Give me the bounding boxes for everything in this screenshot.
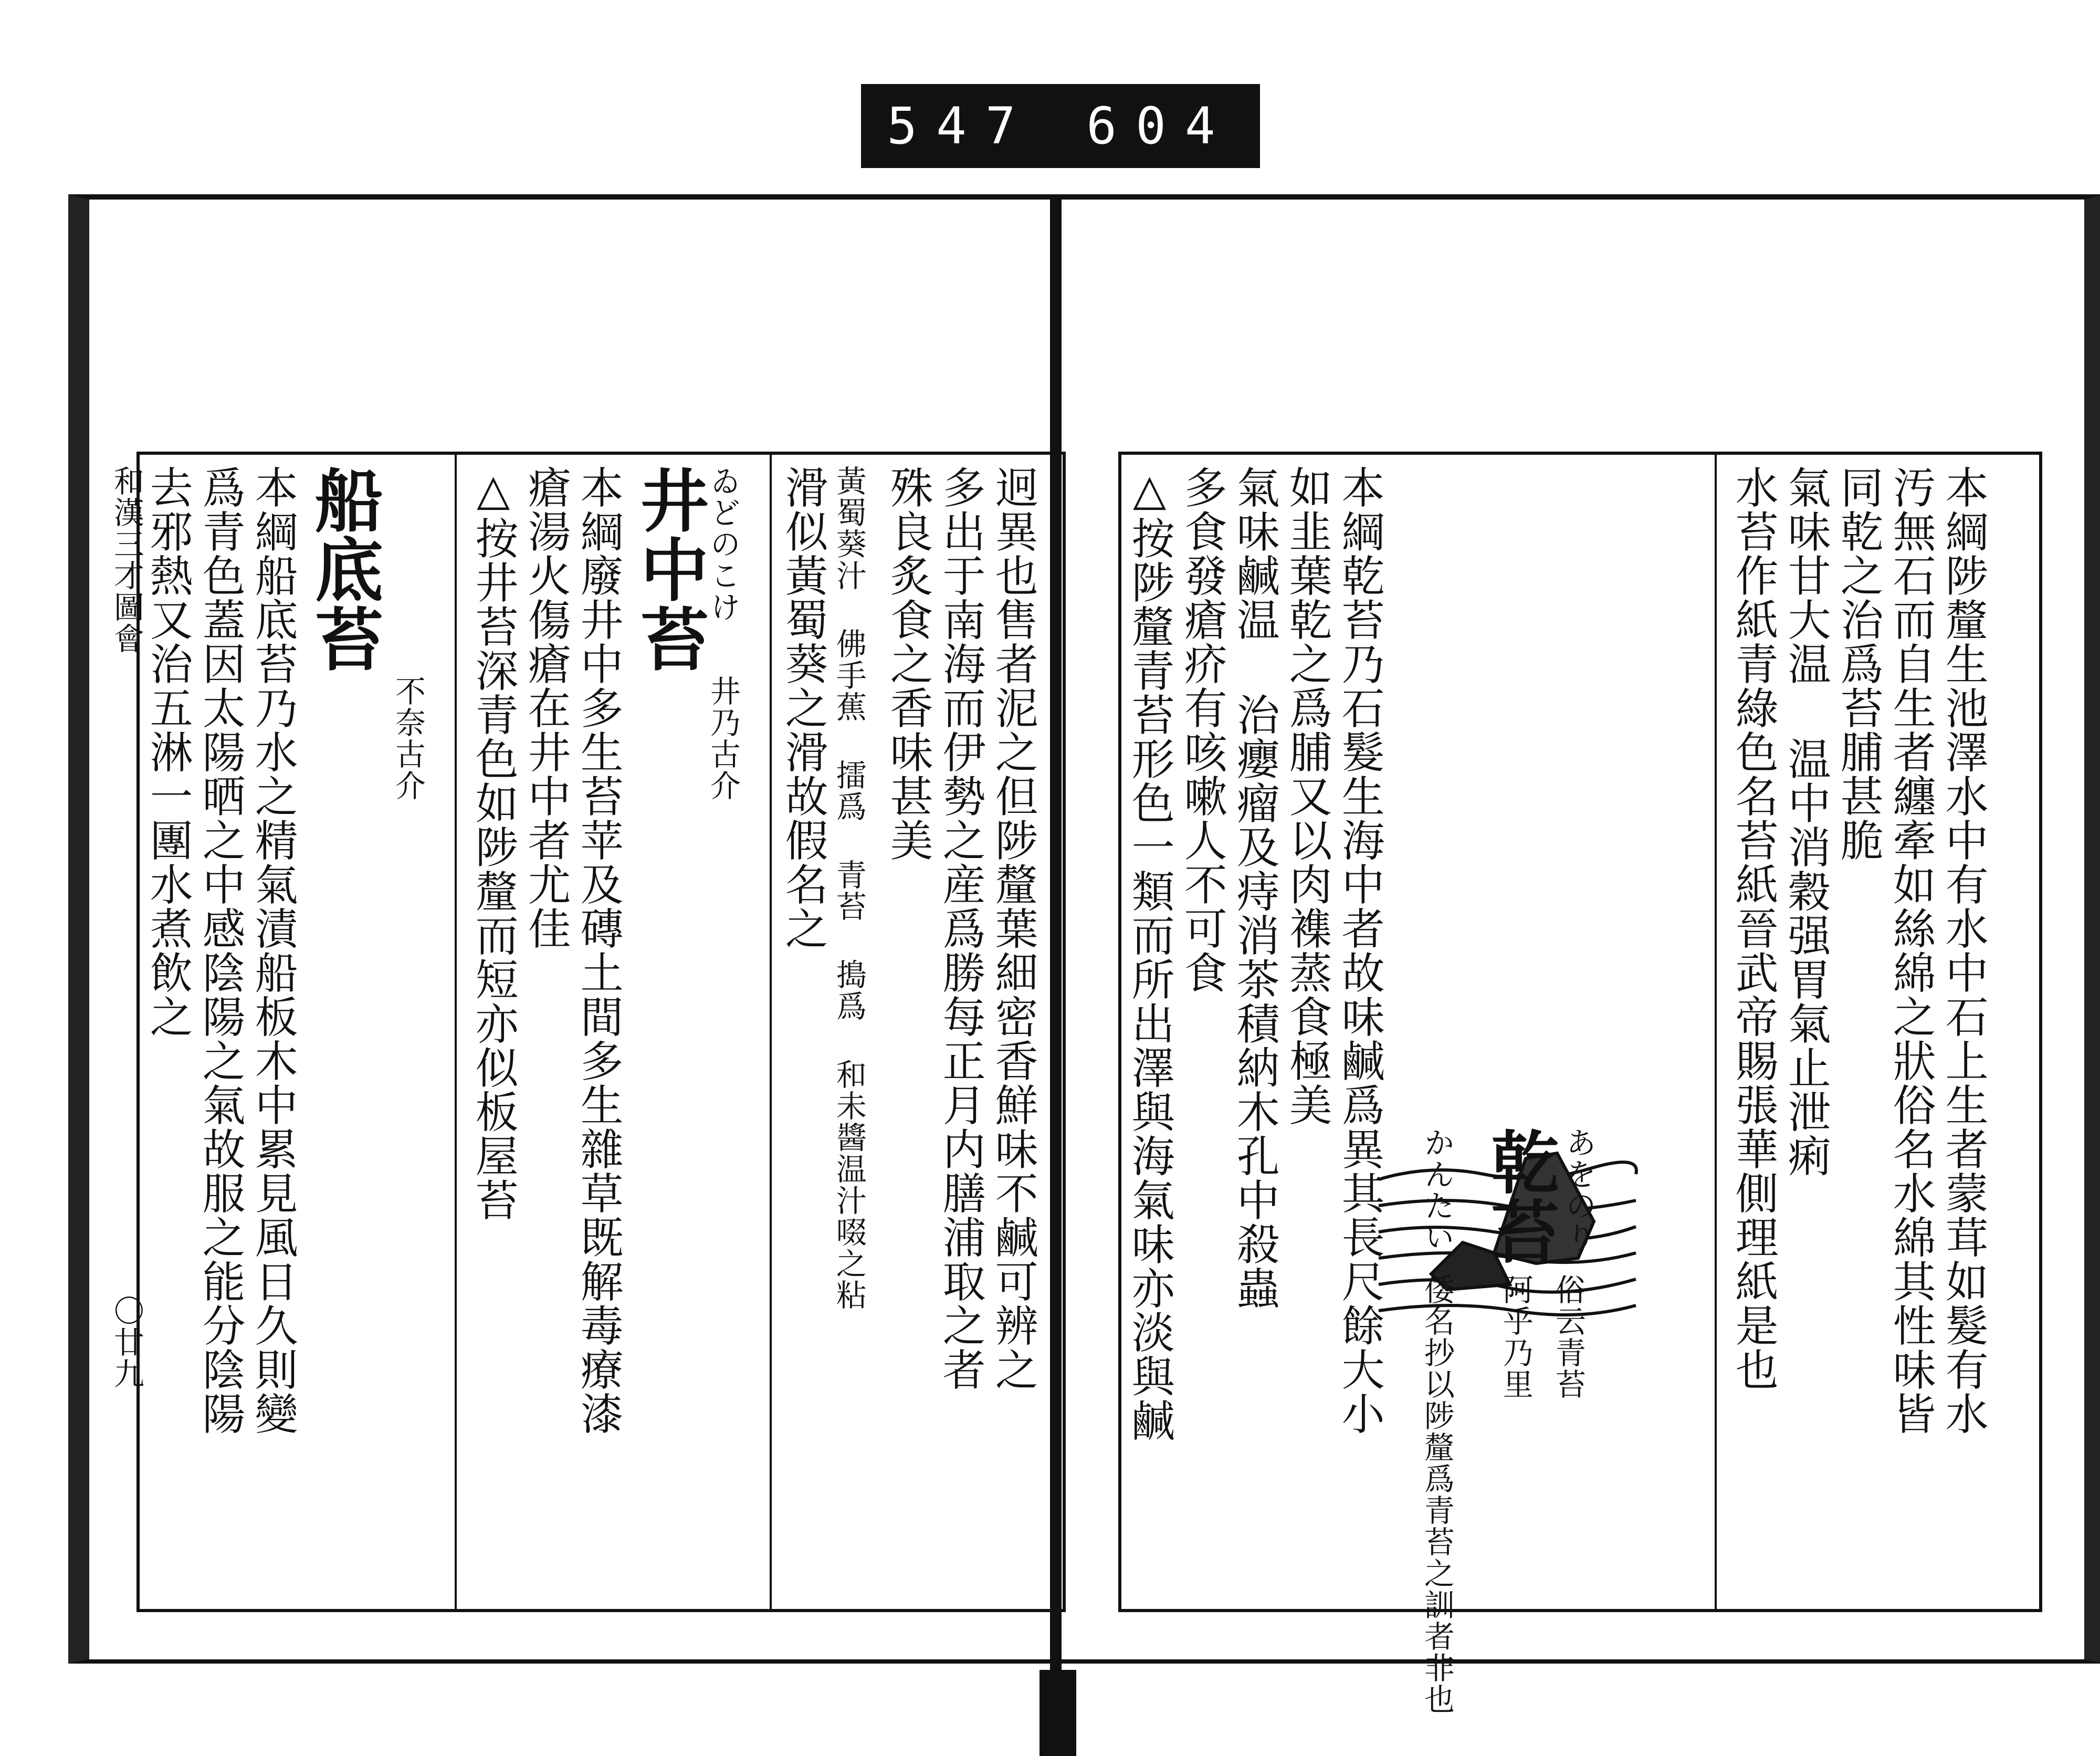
text-column: 滑似黃蜀葵之滑故假名之 — [778, 465, 828, 950]
text-column: 水苔作紙青綠色名苔紙晉武帝賜張華側理紙是也 — [1728, 465, 1779, 1392]
text-column: 同乾之治爲苔脯甚脆 — [1833, 465, 1884, 862]
text-column: 阿乎乃里 — [1497, 1274, 1534, 1400]
entry-heading: 井中苔 — [629, 465, 710, 673]
section-rule — [1715, 455, 1717, 1609]
text-column: △按陟釐青苔形色一類而所出澤與海氣味亦淡與鹹 — [1125, 465, 1175, 1443]
text-column: △按井苔深青色如陟釐而短亦似板屋苔 — [468, 465, 519, 1222]
text-column: 汚無石而自生者纏牽如絲綿之狀俗名水綿其性味皆 — [1886, 465, 1936, 1436]
text-column: 迥異也售者泥之但陟釐葉細密香鮮味不鹹可辨之 — [988, 465, 1038, 1392]
entry-reading-kana: ゐどのこけ — [705, 465, 741, 623]
text-column: 瘡湯火傷瘡在井中者尤佳 — [521, 465, 571, 950]
left-folio: 〇廿九 — [108, 1295, 144, 1389]
text-column: 氣味甘大温 温中消穀强胃氣止泄痢 — [1781, 465, 1831, 1178]
text-column: 殊良炙食之香味甚美 — [883, 465, 933, 862]
text-column: 本綱船底苔乃水之精氣漬船板木中累見風日久則變 — [248, 465, 298, 1436]
right-page — [1076, 194, 2100, 1715]
text-column: 本綱廢井中多生苔苹及磚土間多生雜草既解毒療漆 — [573, 465, 624, 1436]
section-rule — [770, 455, 772, 1609]
entry-reading: 不奈古介 — [390, 675, 426, 801]
section-rule — [455, 455, 457, 1609]
catalog-number-left: 547 — [887, 97, 1035, 155]
entry-heading: 船底苔 — [303, 465, 384, 673]
entry-reading-kana: あをのり — [1560, 1127, 1597, 1253]
entry-reading: 井乃古介 — [705, 675, 741, 801]
catalog-stamp — [861, 84, 1260, 168]
left-page — [68, 194, 1087, 1664]
spine-tab — [1040, 1670, 1076, 1756]
text-column: 黃蜀葵汁 佛手蕉 擂爲 青苔 搗爲 和未醬温汁啜之粘 — [831, 465, 867, 1311]
book-spread — [68, 194, 2084, 1715]
book-spine — [1050, 194, 1062, 1756]
left-margin-title: 和漢三才圖會 — [108, 465, 144, 654]
text-column: 本綱陟釐生池澤水中有水中石上生者蒙茸如髮有水 — [1938, 465, 1989, 1436]
right-text-frame — [1118, 452, 2042, 1715]
entry-reading: かんたい — [1419, 1127, 1455, 1253]
left-text-frame — [108, 452, 1066, 1612]
text-column: 俗云青苔 — [1550, 1274, 1586, 1400]
text-column: 多食發瘡疥有咳嗽人不可食 — [1177, 465, 1227, 995]
text-column: 去邪熱又治五淋一團水煮飲之 — [143, 465, 193, 1039]
text-column: 倭名抄以陟釐爲青苔之訓者非也 — [1419, 1274, 1455, 1715]
text-column: 如韭葉乾之爲脯又以肉襍蒸食極美 — [1282, 465, 1332, 1127]
text-column: 爲青色蓋因太陽晒之中感陰陽之氣故服之能分陰陽 — [195, 465, 246, 1436]
text-column: 氣味鹹温 治癭瘤及痔消茶積納木孔中殺蟲 — [1230, 465, 1280, 1310]
entry-heading: 乾苔 — [1479, 1127, 1560, 1266]
catalog-number-right: 604 — [1086, 97, 1234, 155]
text-column: 多出于南海而伊勢之産爲勝每正月内膳浦取之者 — [936, 465, 986, 1392]
text-column: 本綱乾苔乃石髮生海中者故味鹹爲異其長尺餘大小 — [1335, 465, 1385, 1436]
